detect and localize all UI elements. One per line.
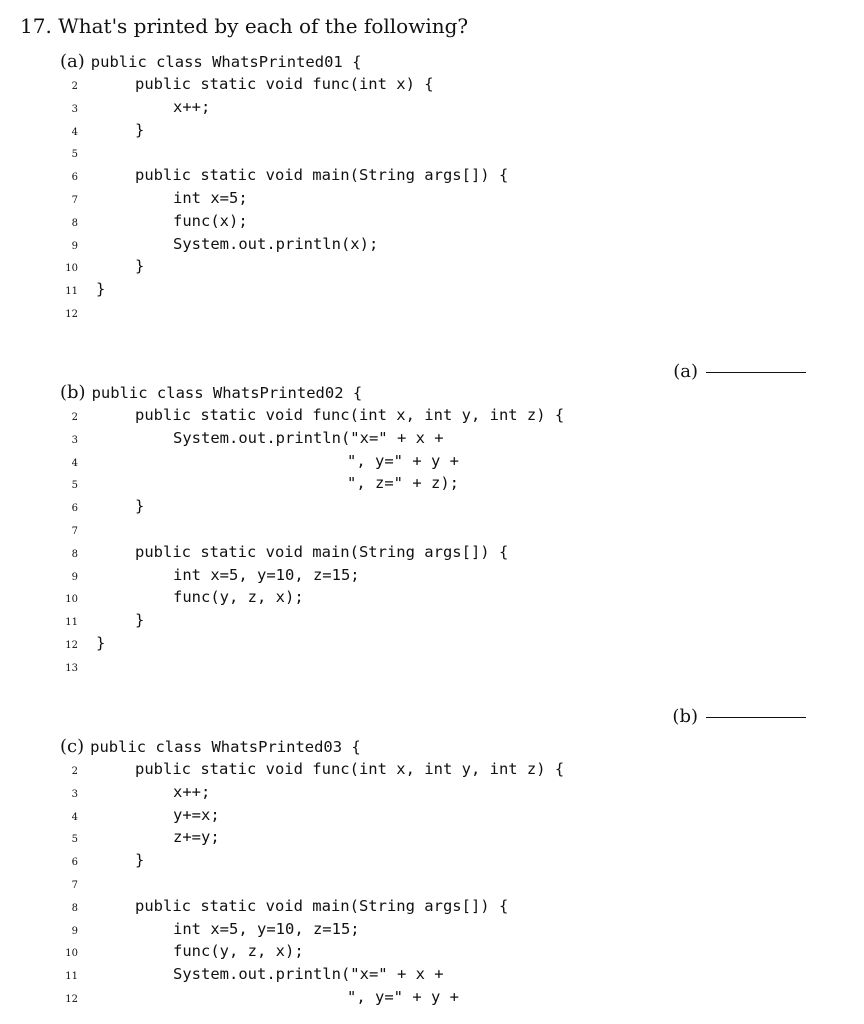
class-declaration: public class WhatsPrinted02 {	[91, 384, 363, 402]
code-line	[0, 851, 864, 874]
line-number: 11	[65, 971, 78, 983]
code-text: int x=5, y=10, z=15;	[173, 565, 360, 584]
line-number: 10	[65, 948, 78, 960]
line-number: 10	[65, 263, 78, 275]
code-line	[0, 429, 864, 452]
line-number: 5	[71, 834, 78, 846]
line-number: 9	[71, 925, 78, 937]
code-line	[0, 166, 864, 189]
part-header	[60, 382, 362, 406]
code-line	[0, 98, 864, 121]
code-text: }	[135, 851, 145, 870]
line-number: 6	[71, 857, 78, 869]
code-text: public static void func(int x, int y, int z) {	[135, 406, 565, 424]
answer-label: (b)	[672, 706, 698, 727]
answer-blank[interactable]	[673, 361, 806, 382]
class-declaration: public class WhatsPrinted03 {	[90, 738, 361, 756]
code-line	[0, 657, 864, 680]
code-line	[0, 121, 864, 144]
code-line	[0, 806, 864, 829]
answer-line[interactable]	[706, 371, 806, 373]
code-line	[0, 965, 864, 988]
code-line	[0, 406, 864, 429]
code-text: int x=5, y=10, z=15;	[173, 919, 360, 938]
line-number: 8	[71, 548, 78, 560]
code-text: }	[135, 257, 145, 276]
code-line	[0, 235, 864, 258]
part-label: (c)	[60, 736, 85, 757]
line-number: 4	[71, 457, 78, 469]
line-number: 3	[71, 434, 78, 446]
class-declaration: public class WhatsPrinted01 {	[90, 53, 362, 71]
line-number: 2	[71, 766, 78, 777]
code-text: x++;	[173, 97, 211, 116]
line-number: 10	[65, 594, 78, 606]
answer-blank[interactable]	[672, 706, 806, 727]
code-text: public static void main(String args[]) {	[135, 166, 509, 185]
code-text: func(y, z, x);	[173, 588, 304, 607]
line-number: 11	[65, 286, 78, 298]
part-header	[60, 736, 361, 760]
line-number: 3	[71, 788, 78, 800]
code-line	[0, 611, 864, 634]
code-line	[0, 783, 864, 806]
code-line	[0, 143, 864, 166]
question-title: 17. What's printed by each of the following?	[20, 14, 469, 38]
code-line	[0, 474, 864, 497]
line-number: 3	[71, 103, 78, 115]
code-line	[0, 280, 864, 303]
line-number: 5	[71, 480, 78, 492]
code-line	[0, 520, 864, 543]
code-line	[0, 634, 864, 657]
code-line	[0, 588, 864, 611]
answer-line[interactable]	[706, 716, 806, 718]
line-number: 6	[71, 503, 78, 515]
code-text: }	[96, 634, 106, 652]
code-text: }	[96, 280, 106, 299]
code-text: ", y=" + y +	[347, 451, 459, 470]
code-text: System.out.println(x);	[173, 234, 379, 253]
code-line	[0, 257, 864, 280]
line-number: 7	[71, 880, 78, 891]
code-text: public static void func(int x) {	[135, 75, 434, 93]
code-line	[0, 452, 864, 475]
code-text: func(y, z, x);	[173, 942, 304, 961]
code-line	[0, 189, 864, 212]
code-line	[0, 303, 864, 326]
code-text: }	[135, 497, 145, 516]
line-number: 6	[71, 172, 78, 184]
code-line	[0, 874, 864, 897]
line-number: 4	[71, 811, 78, 823]
code-text: z+=y;	[173, 828, 220, 847]
code-text: ", y=" + y +	[347, 988, 459, 1006]
line-number: 5	[71, 149, 78, 161]
code-text: public static void main(String args[]) {	[135, 542, 509, 561]
line-number: 9	[71, 571, 78, 583]
code-text: y+=x;	[173, 805, 220, 824]
code-line	[0, 75, 864, 98]
answer-label: (a)	[673, 361, 698, 382]
code-line	[0, 497, 864, 520]
part-label: (a)	[60, 51, 85, 72]
line-number: 9	[71, 240, 78, 252]
code-line	[0, 828, 864, 851]
line-number: 7	[71, 195, 78, 206]
code-text: }	[135, 611, 145, 630]
line-number: 7	[71, 526, 78, 537]
code-line	[0, 760, 864, 783]
part-label: (b)	[60, 382, 86, 403]
code-text: x++;	[173, 782, 211, 801]
code-line	[0, 988, 864, 1011]
code-text: func(x);	[173, 211, 248, 230]
line-number: 2	[71, 412, 78, 423]
code-text: public static void func(int x, int y, int z) {	[135, 760, 565, 778]
code-text: ", z=" + z);	[347, 474, 459, 493]
code-line	[0, 543, 864, 566]
line-number: 12	[65, 640, 78, 651]
code-line	[0, 942, 864, 965]
code-text: System.out.println("x=" + x +	[173, 965, 444, 984]
line-number: 13	[65, 662, 78, 674]
code-text: int x=5;	[173, 189, 248, 207]
line-number: 11	[65, 617, 78, 629]
line-number: 12	[65, 994, 78, 1005]
code-line	[0, 566, 864, 589]
line-number: 8	[71, 217, 78, 229]
code-text: }	[135, 120, 145, 139]
code-line	[0, 920, 864, 943]
line-number: 12	[65, 309, 78, 320]
code-line	[0, 212, 864, 235]
line-number: 2	[71, 81, 78, 92]
code-text: public static void main(String args[]) {	[135, 896, 509, 915]
code-line	[0, 897, 864, 920]
code-text: System.out.println("x=" + x +	[173, 428, 444, 447]
line-number: 8	[71, 902, 78, 914]
line-number: 4	[71, 126, 78, 138]
part-header	[60, 51, 361, 75]
